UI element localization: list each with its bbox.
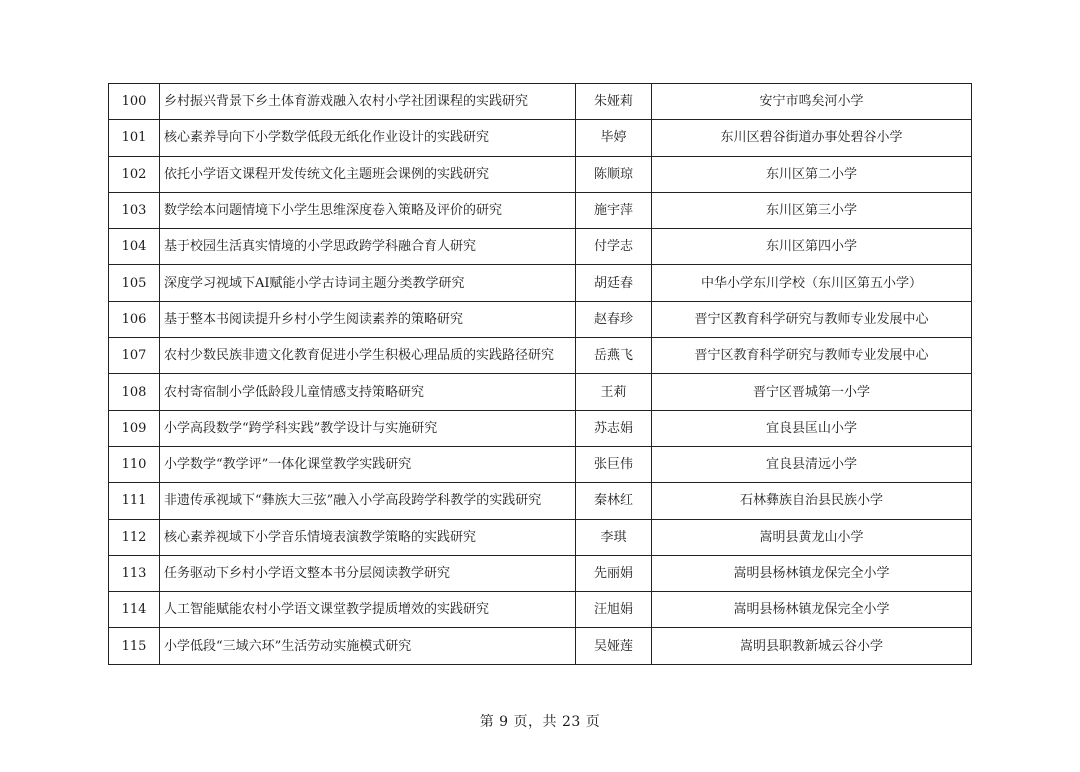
row-number: 106	[109, 301, 160, 337]
person-name: 陈顺琼	[576, 156, 652, 192]
person-name: 李琪	[576, 519, 652, 555]
row-number: 111	[109, 483, 160, 519]
table-row	[109, 192, 972, 228]
table-row	[109, 229, 972, 265]
table-row	[109, 628, 972, 664]
project-title: 核心素养视域下小学音乐情境表演教学策略的实践研究	[160, 519, 576, 555]
organization: 宜良县清远小学	[652, 446, 972, 482]
organization: 嵩明县职教新城云谷小学	[652, 628, 972, 664]
organization: 嵩明县杨林镇龙保完全小学	[652, 555, 972, 591]
person-name: 岳燕飞	[576, 338, 652, 374]
person-name: 苏志娟	[576, 410, 652, 446]
row-number: 104	[109, 229, 160, 265]
row-number: 109	[109, 410, 160, 446]
row-number: 105	[109, 265, 160, 301]
person-name: 王莉	[576, 374, 652, 410]
row-number: 115	[109, 628, 160, 664]
organization: 中华小学东川学校（东川区第五小学）	[652, 265, 972, 301]
organization: 东川区第二小学	[652, 156, 972, 192]
table-row	[109, 410, 972, 446]
table-row	[109, 592, 972, 628]
table-row	[109, 483, 972, 519]
row-number: 102	[109, 156, 160, 192]
table-row	[109, 265, 972, 301]
project-title: 农村寄宿制小学低龄段儿童情感支持策略研究	[160, 374, 576, 410]
table-row	[109, 374, 972, 410]
person-name: 朱娅莉	[576, 84, 652, 120]
project-title: 非遗传承视域下“彝族大三弦”融入小学高段跨学科教学的实践研究	[160, 483, 576, 519]
organization: 东川区第三小学	[652, 192, 972, 228]
row-number: 114	[109, 592, 160, 628]
organization: 宜良县匡山小学	[652, 410, 972, 446]
organization: 东川区碧谷街道办事处碧谷小学	[652, 120, 972, 156]
project-title: 基于整本书阅读提升乡村小学生阅读素养的策略研究	[160, 301, 576, 337]
table-body	[109, 84, 972, 665]
table-row	[109, 84, 972, 120]
organization: 晋宁区教育科学研究与教师专业发展中心	[652, 301, 972, 337]
table-row	[109, 519, 972, 555]
row-number: 113	[109, 555, 160, 591]
person-name: 付学志	[576, 229, 652, 265]
person-name: 张巨伟	[576, 446, 652, 482]
table-row	[109, 120, 972, 156]
person-name: 赵春珍	[576, 301, 652, 337]
project-list-table	[108, 83, 972, 665]
project-title: 人工智能赋能农村小学语文课堂教学提质增效的实践研究	[160, 592, 576, 628]
organization: 晋宁区教育科学研究与教师专业发展中心	[652, 338, 972, 374]
person-name: 毕婷	[576, 120, 652, 156]
row-number: 100	[109, 84, 160, 120]
person-name: 施宇萍	[576, 192, 652, 228]
table-row	[109, 446, 972, 482]
project-title: 小学低段“三域六环”生活劳动实施模式研究	[160, 628, 576, 664]
person-name: 先丽娟	[576, 555, 652, 591]
table-row	[109, 156, 972, 192]
table-row	[109, 301, 972, 337]
row-number: 110	[109, 446, 160, 482]
row-number: 103	[109, 192, 160, 228]
person-name: 秦林红	[576, 483, 652, 519]
project-title: 任务驱动下乡村小学语文整本书分层阅读教学研究	[160, 555, 576, 591]
table-row	[109, 555, 972, 591]
organization: 晋宁区晋城第一小学	[652, 374, 972, 410]
organization: 安宁市鸣矣河小学	[652, 84, 972, 120]
project-title: 小学数学“教学评”一体化课堂教学实践研究	[160, 446, 576, 482]
project-title: 基于校园生活真实情境的小学思政跨学科融合育人研究	[160, 229, 576, 265]
project-title: 深度学习视域下AI赋能小学古诗词主题分类教学研究	[160, 265, 576, 301]
page-number-footer: 第 9 页，共 23 页	[479, 714, 601, 730]
person-name: 胡廷春	[576, 265, 652, 301]
project-title: 依托小学语文课程开发传统文化主题班会课例的实践研究	[160, 156, 576, 192]
organization: 东川区第四小学	[652, 229, 972, 265]
project-title: 农村少数民族非遗文化教育促进小学生积极心理品质的实践路径研究	[160, 338, 576, 374]
row-number: 107	[109, 338, 160, 374]
organization: 石林彝族自治县民族小学	[652, 483, 972, 519]
project-title: 核心素养导向下小学数学低段无纸化作业设计的实践研究	[160, 120, 576, 156]
person-name: 汪旭娟	[576, 592, 652, 628]
organization: 嵩明县黄龙山小学	[652, 519, 972, 555]
row-number: 101	[109, 120, 160, 156]
project-title: 乡村振兴背景下乡土体育游戏融入农村小学社团课程的实践研究	[160, 84, 576, 120]
row-number: 108	[109, 374, 160, 410]
table-row	[109, 338, 972, 374]
row-number: 112	[109, 519, 160, 555]
organization: 嵩明县杨林镇龙保完全小学	[652, 592, 972, 628]
project-title: 小学高段数学“跨学科实践”教学设计与实施研究	[160, 410, 576, 446]
person-name: 吴娅莲	[576, 628, 652, 664]
project-title: 数学绘本问题情境下小学生思维深度卷入策略及评价的研究	[160, 192, 576, 228]
